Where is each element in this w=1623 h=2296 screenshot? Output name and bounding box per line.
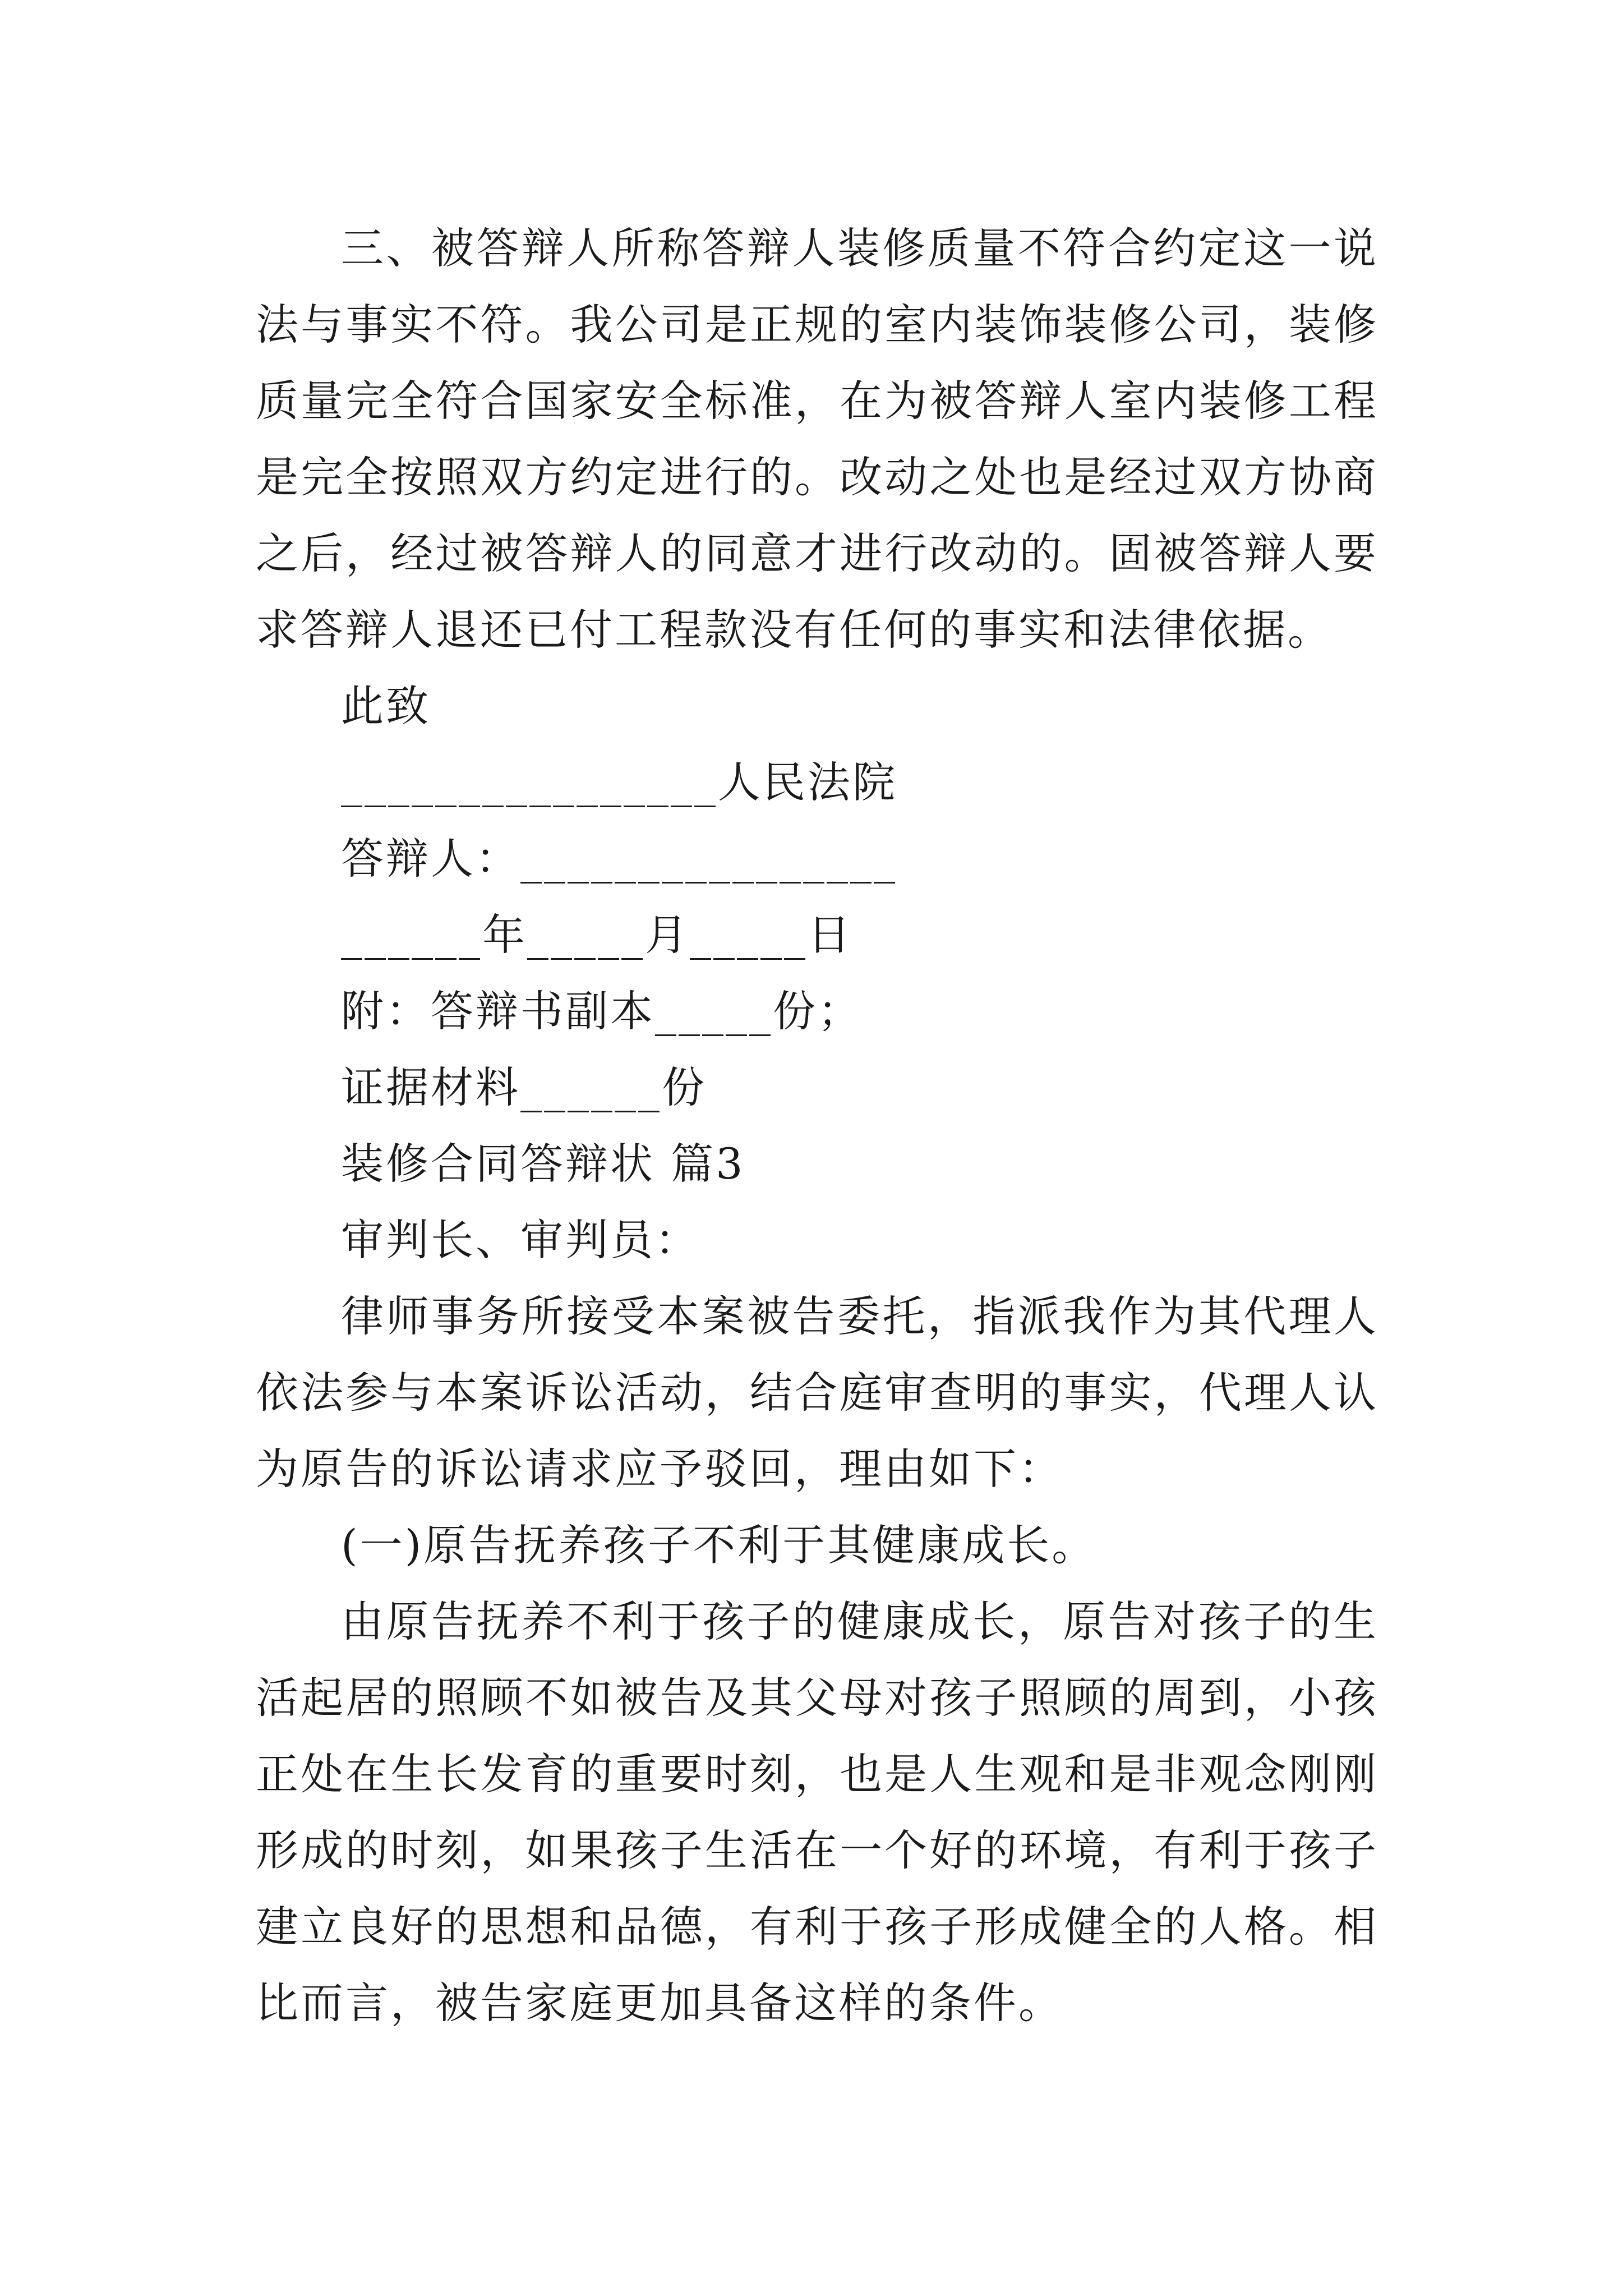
body-paragraph-quality-claim: 三、被答辩人所称答辩人装修质量不符合约定这一说法与事实不符。我公司是正规的室内装饰装修公司，装修质量完全符合国家安全标准，在为被答辩人室内装修工程是完全按照双方约定进行的。改动之处也是经过双方协商之后，经过被答辩人的同意才进行改动的。固被答辩人要求答辩人退还已付工程款没有任何的事实和法律依据。	[256, 223, 1378, 655]
body-paragraph-intro: 律师事务所接受本案被告委托，指派我作为其代理人依法参与本案诉讼活动，结合庭审查明的事实，代理人认为原告的诉讼请求应予驳回，理由如下：	[256, 1291, 1378, 1494]
body-paragraph-reasoning: 由原告抚养不利于孩子的健康成长，原告对孩子的生活起居的照顾不如被告及其父母对孩子照顾的周到，小孩正处在生长发育的重要时刻，也是人生观和是非观念刚刚形成的时刻，如果孩子生活在一个好的环境，有利于孩子建立良好的思想和品德，有利于孩子形成健全的人格。相比而言，被告家庭更加具备这样的条件。	[256, 1596, 1378, 2028]
respondent-line: 答辩人：________________	[341, 834, 897, 884]
address-line: 审判长、审判员：	[341, 1215, 700, 1265]
document-body	[256, 210, 1378, 2041]
salutation: 此致	[341, 681, 431, 731]
point-heading-1: (一)原告抚养孩子不利于其健康成长。	[341, 1520, 1097, 1570]
court-line: ________________人民法院	[341, 757, 897, 807]
attachment-line: 附：答辩书副本_____份；	[341, 986, 863, 1036]
section-title: 装修合同答辩状 篇3	[341, 1139, 745, 1189]
date-line: ______年_____月_____日	[341, 910, 852, 960]
evidence-line: 证据材料______份	[341, 1062, 707, 1112]
